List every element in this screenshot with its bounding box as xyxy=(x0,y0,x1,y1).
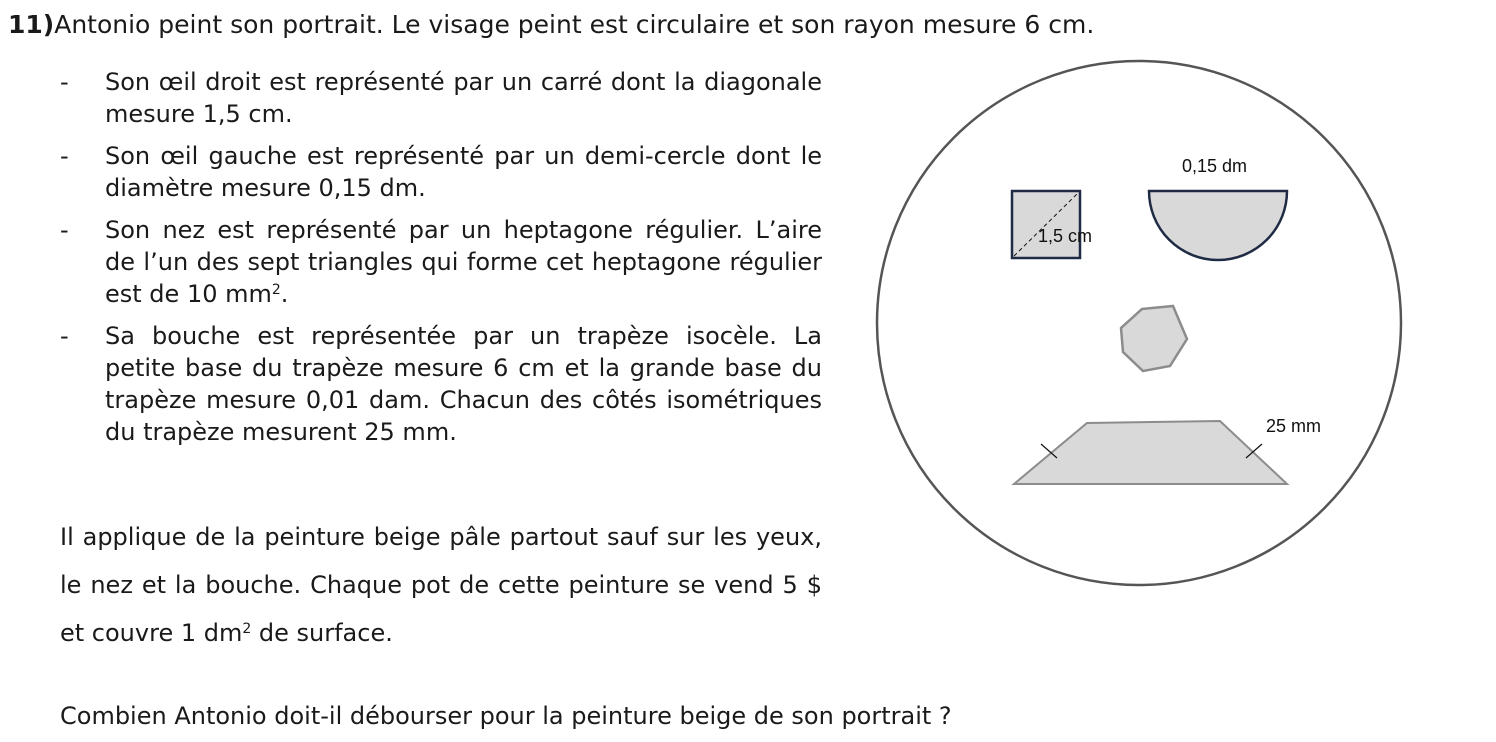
paragraph-text-end: de surface. xyxy=(251,619,393,647)
bullet-marker: - xyxy=(60,68,69,96)
nose-heptagon xyxy=(1121,306,1187,371)
intro-text: Antonio peint son portrait. Le visage peint est circulaire et son rayon mesure 6 cm. xyxy=(54,10,1095,39)
bullet-text-end: . xyxy=(280,280,289,308)
bullet-marker: - xyxy=(60,322,69,350)
mouth-trapezoid xyxy=(1014,421,1287,484)
bullet-marker: - xyxy=(60,216,69,244)
bullet-marker: - xyxy=(60,142,69,170)
eye-semicircle xyxy=(1149,191,1287,260)
square-diagonal-label: 1,5 cm xyxy=(1038,226,1093,246)
superscript: 2 xyxy=(242,621,252,637)
bullet-text: Son œil droit est représenté par un carré dont la diagonale mesure 1,5 cm. xyxy=(105,68,822,128)
problem-number: 11) xyxy=(8,10,55,39)
paragraph-text: Il applique de la peinture beige pâle partout sauf sur les yeux, le nez et la bouche. Chaque pot de cette peinture se vend 5 $ et couvre 1 dm xyxy=(60,523,822,647)
semicircle-diameter-label: 0,15 dm xyxy=(1182,156,1248,176)
superscript: 2 xyxy=(271,282,281,298)
question-text: Combien Antonio doit-il débourser pour la peinture beige de son portrait ? xyxy=(60,702,952,730)
bullet-text: Son œil gauche est représenté par un demi-cercle dont le diamètre mesure 0,15 dm. xyxy=(105,142,822,202)
trapezoid-side-label: 25 mm xyxy=(1266,416,1322,436)
bullet-text: Son nez est représenté par un heptagone régulier. L’aire de l’un des sept triangles qui forme cet heptagone régulier est de 10 mm xyxy=(105,216,822,308)
bullet-text: Sa bouche est représentée par un trapèze isocèle. La petite base du trapèze mesure 6 cm et la grande base du trapèze mesure 0,01 dam. Chacun des côtés isométriques du trapèze mesurent 25 mm. xyxy=(105,322,822,446)
